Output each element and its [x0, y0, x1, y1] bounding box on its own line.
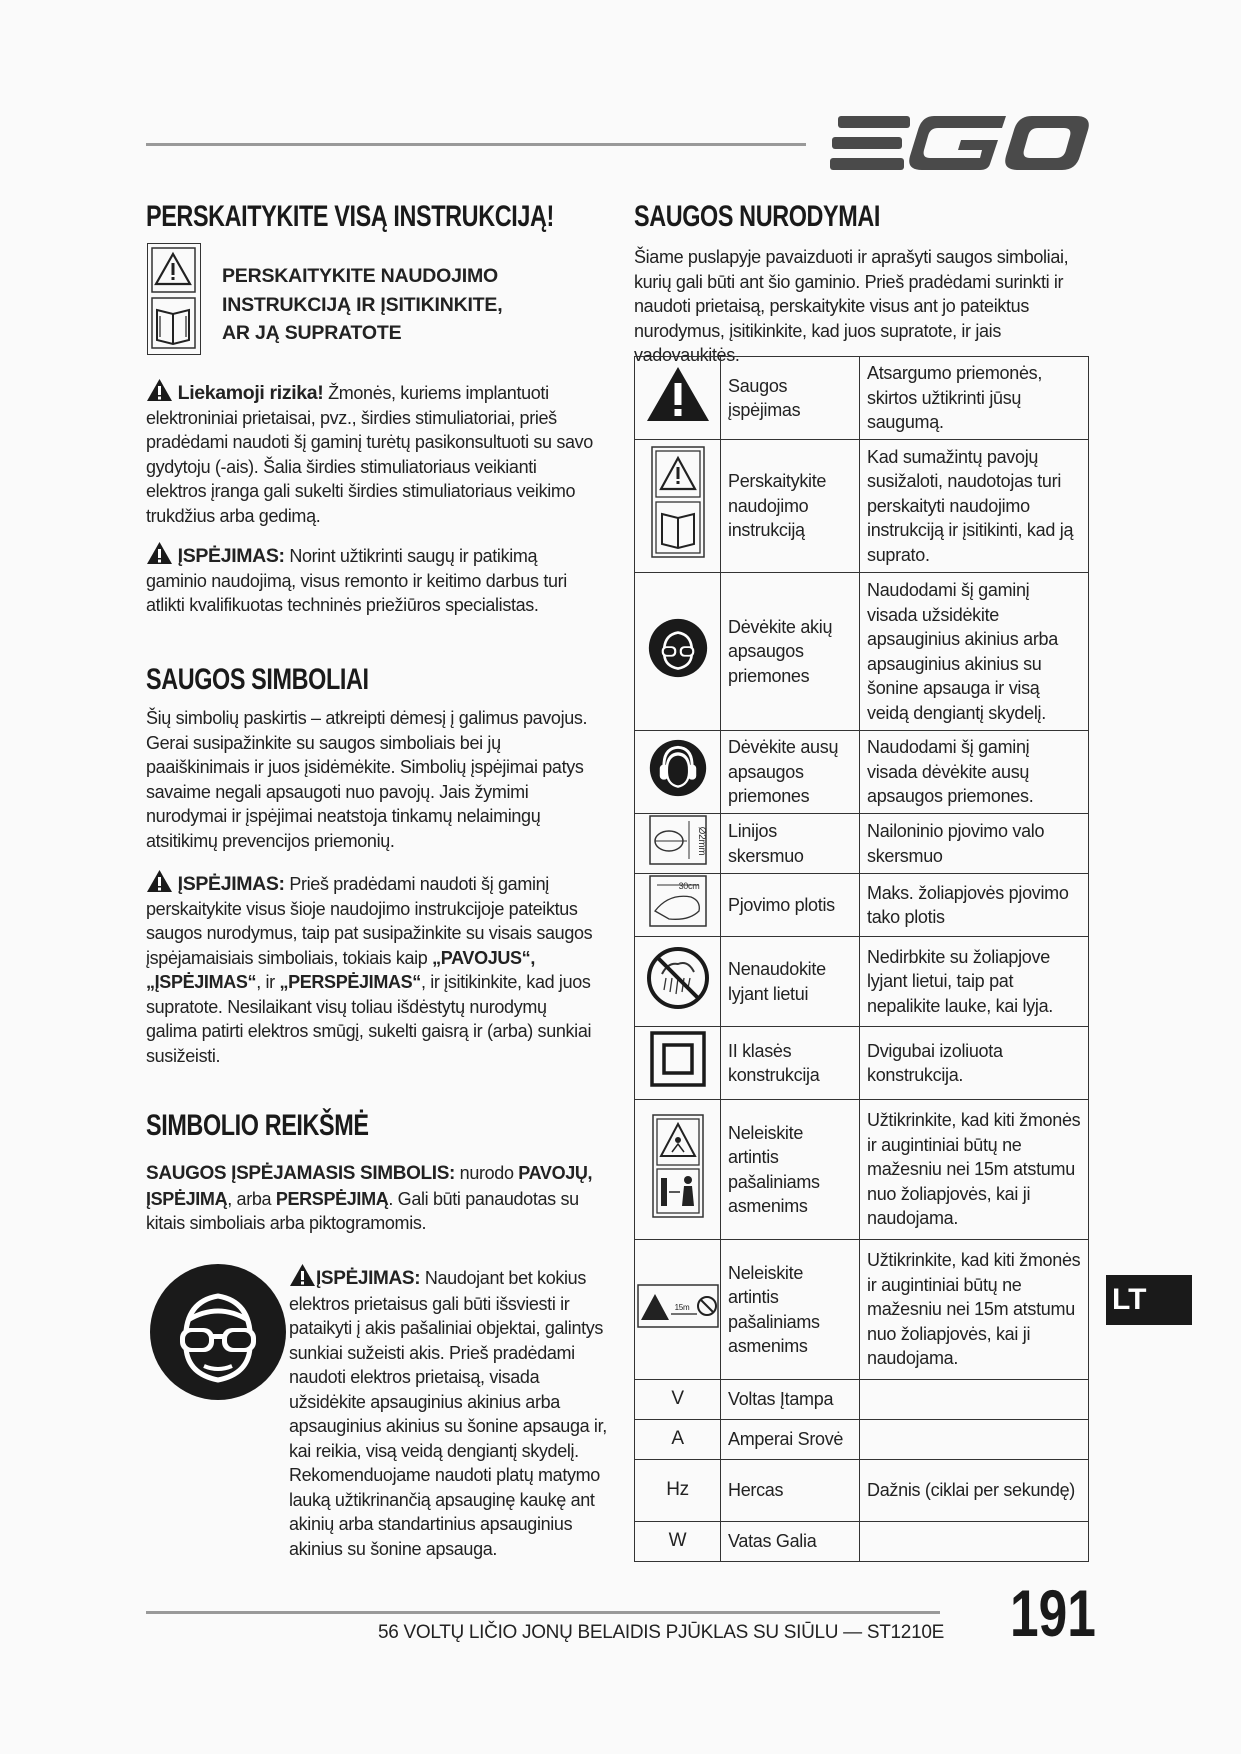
symbol-letter: V	[635, 1380, 721, 1420]
symbol-name: Neleiskite artintis pašaliniams asmenims	[721, 1100, 860, 1240]
symbol-name: Amperai Srovė	[721, 1420, 860, 1460]
warning-paragraph-1	[146, 541, 601, 618]
meaning-text-c: . Gali būti panaudotas su kitais simboliais arba piktogramomis.	[146, 1188, 579, 1233]
warning-text-2a: Prieš pradėdami naudoti šį gaminį perskaitykite visus šioje naudojimo instrukcijoje pateiktus saugos nurodymus, taip pat susipažinkite su visais saugos įspėjamaisiais simboliais, tokiais kaip	[146, 874, 593, 968]
meaning-caution: PERSPĖJIMĄ	[275, 1188, 389, 1209]
svg-text:30cm: 30cm	[678, 881, 699, 892]
table-row	[635, 937, 1089, 1027]
header-rule	[146, 143, 806, 146]
alert-symbol-label: SAUGOS ĮSPĖJAMASIS SIMBOLIS:	[146, 1163, 456, 1184]
safety-symbols-text: Šių simbolių paskirtis – atkreipti dėmesį į galimus pavojus. Gerai susipažinkite su saugos simboliais bei jų paaiškinimais ir juos įsidėmėkite. Simbolių įspėjimai patys savaime negali apsaugoti nuo pavojų. Jais žymimi nurodymai ir įspėjimai neatstoja tinkamų nelaimingų atsitikimų prevencijos priemonių.	[146, 708, 588, 851]
safety-alert-icon	[635, 357, 721, 440]
warning-label-3: ĮSPĖJIMAS:	[316, 1268, 421, 1289]
symbol-name: Neleiskite artintis pašaliniams asmenims	[721, 1240, 860, 1380]
safety-instructions-intro: Šiame puslapyje pavaizduoti ir aprašyti saugos simboliai, kurių gali būti ant šio gaminio. Prieš pradėdami surinkti ir naudoti prietaisą, perskaitykite visus ant jo pateiktus nurodymus, įsitikinkite, kad juos supratote, ir jais vadovaukitės.	[634, 247, 1069, 365]
warning-text-3: Naudojant bet kokius elektros prietaisus gali būti išsviesti ir pataikyti į akis pašaliniai objektai, galintys sunkiai sužeisti akis. Prieš pradėdami naudoti elektros prietaisą, visada užsidėkite apsauginius akinius arba apsauginius akinius su šonine apsauga ir, kai reikia, visą veidą dengiantį skydelį. Rekomenduojame naudoti platų matymo lauką užtikrinančią apsauginę kaukę ant akinių arba standartinius apsauginius akinius su šonine apsauga.	[289, 1268, 607, 1559]
symbol-meaning-paragraph	[146, 1161, 601, 1236]
symbol-description: Nailoninio pjovimo valo skersmuo	[860, 814, 1089, 874]
read-manual-icon-box	[147, 243, 201, 355]
meaning-text-a: nurodo	[455, 1163, 519, 1183]
symbol-description	[860, 1380, 1089, 1420]
table-row	[635, 357, 1089, 440]
warning-text-1: Norint užtikrinti saugų ir patikimą gaminio naudojimą, visus remonto ir keitimo darbus turi atlikti kvalifikuotas techninės priežiūros specialistas.	[146, 546, 567, 615]
page-number: 191	[1010, 1576, 1096, 1650]
symbol-description: Naudodami šį gaminį visada užsidėkite apsauginius akinius arba apsauginius akinius su šonine apsauga ir visą veidą dengiantį skydelį.	[860, 573, 1089, 731]
symbol-name: Linijos skersmuo	[721, 814, 860, 874]
caution-word: „PERSPĖJIMAS“	[279, 972, 421, 992]
table-row	[635, 1460, 1089, 1522]
brand-logo	[830, 112, 1090, 174]
read-manual-text: PERSKAITYKITE NAUDOJIMO INSTRUKCIJĄ IR ĮSITIKINKITE, AR JĄ SUPRATOTE	[222, 265, 503, 344]
svg-text:Ø2mm: Ø2mm	[695, 826, 707, 856]
symbol-description: Užtikrinkite, kad kiti žmonės ir augintiniai būtų ne mažesniu nei 15m atstumu nuo žoliapjovės, kai ji naudojama.	[860, 1100, 1089, 1240]
table-row	[635, 1240, 1089, 1380]
symbol-letter: Hz	[635, 1460, 721, 1522]
table-row	[635, 1380, 1089, 1420]
warning-paragraph-2	[146, 869, 601, 1068]
meaning-danger: PAVOJŲ, ĮSPĖJIMĄ	[146, 1163, 593, 1209]
line-diameter-icon	[635, 814, 721, 874]
symbol-name: Nenaudokite lyjant lietui	[721, 937, 860, 1027]
footer-title: 56 VOLTŲ LIČIO JONŲ BELAIDIS PJŪKLAS SU SIŪLU — ST1210E	[377, 1622, 944, 1643]
warning-label-2: ĮSPĖJIMAS:	[177, 873, 285, 895]
table-row	[635, 440, 1089, 573]
language-tab: LT	[1106, 1275, 1192, 1325]
residual-risk-paragraph	[146, 378, 601, 528]
table-row	[635, 814, 1089, 874]
read-manual-icon	[635, 440, 721, 573]
symbol-description: Naudodami šį gaminį visada dėvėkite ausų apsaugos priemones.	[860, 731, 1089, 814]
warning-triangle-icon	[146, 869, 173, 893]
symbol-name: Pjovimo plotis	[721, 874, 860, 937]
danger-warning-words: „PAVOJUS“, „ĮSPĖJIMAS“	[146, 947, 535, 992]
cutting-width-icon	[635, 874, 721, 937]
meaning-text-b: , arba	[227, 1188, 276, 1209]
symbol-description: Maks. žoliapjovės pjovimo tako plotis	[860, 874, 1089, 937]
warning-triangle-icon	[146, 541, 173, 565]
symbol-name: Perskaitykite naudojimo instrukciją	[721, 440, 860, 573]
symbol-name: Dėvėkite akių apsaugos priemones	[721, 573, 860, 731]
table-row	[635, 731, 1089, 814]
warning-triangle-icon	[146, 378, 173, 402]
ear-protection-icon	[635, 731, 721, 814]
table-row	[635, 1420, 1089, 1460]
residual-risk-text: Žmonės, kuriems implantuoti elektroniniai prietaisai, pvz., širdies stimuliatoriai, prieš pradėdami naudoti šį gaminį turėtų pasikonsultuoti su savo gydytoju (-ais). Šalia širdies stimuliatoriaus veikianti elektros įranga gali sukelti širdies stimuliatoriaus veikimo trukdžius arba gedimą.	[146, 383, 593, 526]
symbol-meaning-title: SIMBOLIO REIKŠMĖ	[146, 1109, 369, 1142]
table-row	[635, 1522, 1089, 1562]
symbol-name: Vatas Galia	[721, 1522, 860, 1562]
symbol-description: Kad sumažintų pavojų susižaloti, naudotojas turi perskaityti naudojimo instrukciją ir įsitikinti, kad ją suprato.	[860, 440, 1089, 573]
symbol-letter: W	[635, 1522, 721, 1562]
symbol-description: Užtikrinkite, kad kiti žmonės ir augintiniai būtų ne mažesniu nei 15m atstumu nuo žoliapjovės, kai ji naudojama.	[860, 1240, 1089, 1380]
symbol-name: Saugos įspėjimas	[721, 357, 860, 440]
symbol-description: Atsargumo priemonės, skirtos užtikrinti jūsų saugumą.	[860, 357, 1089, 440]
bystander-distance-icon	[635, 1240, 721, 1380]
svg-text:15m: 15m	[674, 1302, 689, 1312]
warning-text-2b: , ir	[256, 972, 280, 992]
table-row	[635, 874, 1089, 937]
symbol-description	[860, 1420, 1089, 1460]
table-row	[635, 1100, 1089, 1240]
read-all-title: PERSKAITYKITE VISĄ INSTRUKCIJĄ!	[146, 200, 554, 233]
symbol-name: Voltas Įtampa	[721, 1380, 860, 1420]
safety-instructions-title: SAUGOS NURODYMAI	[634, 200, 880, 233]
symbol-description: Dvigubai izoliuota konstrukcija.	[860, 1027, 1089, 1100]
class-ii-icon	[635, 1027, 721, 1100]
safety-symbols-table	[634, 356, 1089, 1562]
eye-protection-large-icon	[148, 1262, 288, 1402]
eye-protection-icon	[635, 573, 721, 731]
symbol-letter: A	[635, 1420, 721, 1460]
footer-rule	[146, 1611, 940, 1614]
residual-risk-label: Liekamoji rizika!	[177, 382, 324, 404]
table-row	[635, 1027, 1089, 1100]
symbol-name: Dėvėkite ausų apsaugos priemones	[721, 731, 860, 814]
symbol-name: Hercas	[721, 1460, 860, 1522]
no-rain-icon	[635, 937, 721, 1027]
symbol-description: Dažnis (ciklai per sekundę)	[860, 1460, 1089, 1522]
warning-label-1: ĮSPĖJIMAS:	[177, 545, 285, 567]
warning-triangle-icon	[289, 1263, 316, 1287]
warning-paragraph-3	[289, 1263, 609, 1561]
symbol-name: II klasės konstrukcija	[721, 1027, 860, 1100]
safety-symbols-title: SAUGOS SIMBOLIAI	[146, 663, 369, 696]
table-row	[635, 573, 1089, 731]
symbol-description: Nedirbkite su žoliapjove lyjant lietui, taip pat nepalikite lauke, kai lyja.	[860, 937, 1089, 1027]
symbol-description	[860, 1522, 1089, 1562]
keep-bystanders-away-icon	[635, 1100, 721, 1240]
warning-text-2c: , ir įsitikinkite, kad juos supratote. Nesilaikant visų toliau išdėstytų nurodymų galima patirti elektros smūgį, sukelti gaisrą ir (arba) sunkiai susižeisti.	[146, 972, 592, 1066]
